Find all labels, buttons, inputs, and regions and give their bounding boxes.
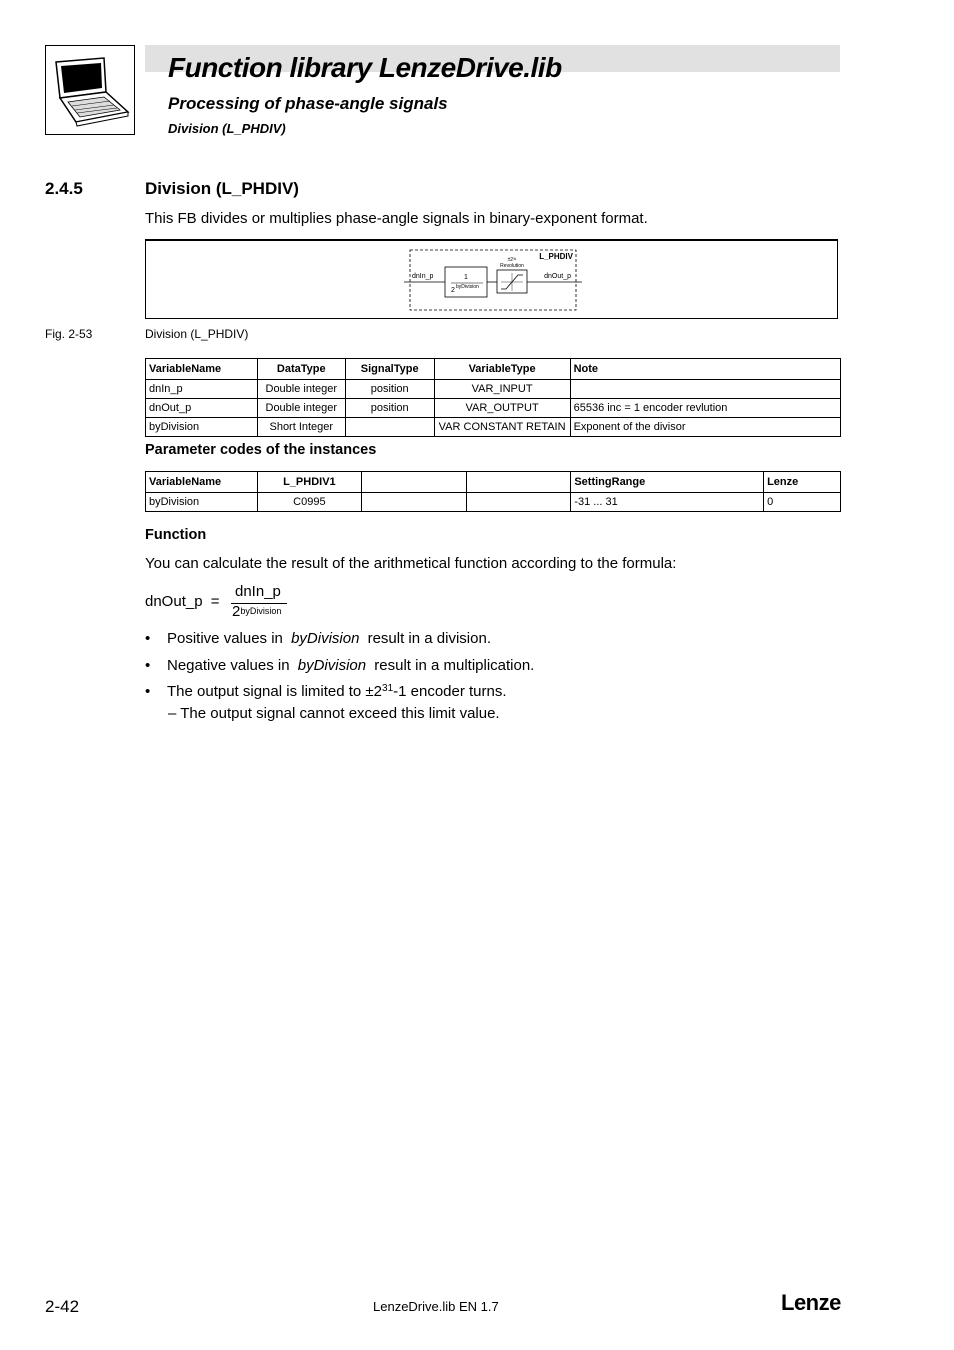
formula-equals: = bbox=[210, 593, 220, 610]
page-title: Function library LenzeDrive.lib bbox=[168, 52, 562, 83]
table-cell: C0995 bbox=[257, 493, 361, 512]
table-header-row bbox=[146, 359, 841, 380]
table-cell: VAR_INPUT bbox=[434, 380, 570, 399]
section-title: Division (L_PHDIV) bbox=[145, 179, 299, 198]
page-number: 2-42 bbox=[45, 1297, 80, 1316]
table-cell: VAR_OUTPUT bbox=[434, 399, 570, 418]
table-cell: 0 bbox=[764, 493, 841, 512]
parameter-codes-table bbox=[145, 471, 841, 512]
bullet-text: Positive values in bbox=[167, 630, 288, 647]
header-cell: VariableName bbox=[146, 472, 258, 493]
header-cell: L_PHDIV1 bbox=[257, 472, 361, 493]
limiter-label-top: ±2³¹ bbox=[507, 257, 517, 263]
header-cell: DataType bbox=[257, 359, 345, 380]
function-text: You can calculate the result of the arithmetical function according to the formula: bbox=[145, 555, 677, 572]
limiter-label-bottom: Revolution bbox=[500, 263, 524, 269]
intro-paragraph: This FB divides or multiplies phase-angle signals in binary-exponent format. bbox=[145, 210, 648, 227]
bullet-item: • Positive values in byDivision result in a division. bbox=[145, 630, 491, 647]
parameter-codes-heading: Parameter codes of the instances bbox=[145, 442, 377, 458]
bullet-text: Negative values in bbox=[167, 657, 294, 674]
block-name: L_PHDIV bbox=[539, 252, 573, 261]
formula-output-var: dnOut_p bbox=[145, 593, 203, 610]
chapter-subtitle: Processing of phase-angle signals bbox=[168, 94, 448, 113]
function-heading: Function bbox=[145, 527, 207, 543]
table-cell: position bbox=[345, 399, 434, 418]
input-label: dnIn_p bbox=[412, 273, 434, 280]
section-subtitle: Division (L_PHDIV) bbox=[168, 121, 286, 136]
table-cell: Short Integer bbox=[257, 418, 345, 437]
formula-den-base: 2 bbox=[232, 603, 241, 620]
table-cell bbox=[466, 493, 571, 512]
figure-caption: Division (L_PHDIV) bbox=[145, 327, 249, 341]
header-cell bbox=[466, 472, 571, 493]
table-row bbox=[146, 399, 841, 418]
table-cell: -31 ... 31 bbox=[571, 493, 764, 512]
header-cell: VariableType bbox=[434, 359, 570, 380]
table-cell: VAR CONSTANT RETAIN bbox=[434, 418, 570, 437]
table-cell: dnOut_p bbox=[146, 399, 258, 418]
laptop-icon bbox=[45, 45, 135, 135]
table-cell: 65536 inc = 1 encoder revlution bbox=[570, 399, 840, 418]
section-number: 2.4.5 bbox=[45, 179, 83, 198]
bullet-emphasis: byDivision bbox=[297, 657, 367, 674]
table-cell: Double integer bbox=[257, 380, 345, 399]
figure-frame bbox=[145, 239, 838, 319]
variables-table bbox=[145, 358, 841, 437]
divider-base: 2 bbox=[451, 287, 455, 294]
bullet-text: result in a multiplication. bbox=[370, 657, 535, 674]
document-id: LenzeDrive.lib EN 1.7 bbox=[373, 1299, 499, 1314]
header-cell: VariableName bbox=[146, 359, 258, 380]
formula-den-exponent: byDivision bbox=[240, 606, 282, 616]
table-cell: byDivision bbox=[146, 493, 258, 512]
table-cell: dnIn_p bbox=[146, 380, 258, 399]
table-cell bbox=[361, 493, 466, 512]
formula-numerator: dnIn_p bbox=[235, 583, 281, 600]
bullet-text: -1 encoder turns. bbox=[393, 683, 507, 700]
table-cell bbox=[570, 380, 840, 399]
figure-label: Fig. 2-53 bbox=[45, 327, 93, 341]
bullet-item: • Negative values in byDivision result in a multiplication. bbox=[145, 657, 535, 674]
header-cell bbox=[361, 472, 466, 493]
bullet-text: The output signal is limited to ±2 bbox=[167, 683, 383, 700]
formula-lhs bbox=[145, 593, 219, 610]
brand-logo: Lenze bbox=[781, 1290, 841, 1315]
divider-numerator: 1 bbox=[464, 274, 468, 281]
header-cell: Note bbox=[570, 359, 840, 380]
table-row bbox=[146, 418, 841, 437]
header-cell: Lenze bbox=[764, 472, 841, 493]
table-cell: byDivision bbox=[146, 418, 258, 437]
output-label: dnOut_p bbox=[544, 273, 571, 280]
header-cell: SettingRange bbox=[571, 472, 764, 493]
bullet-text: result in a division. bbox=[363, 630, 491, 647]
table-cell: Double integer bbox=[257, 399, 345, 418]
bullet-emphasis: byDivision bbox=[291, 630, 360, 647]
table-cell: Exponent of the divisor bbox=[570, 418, 840, 437]
table-cell bbox=[345, 418, 434, 437]
function-block-diagram bbox=[146, 241, 837, 318]
bullet-superscript: 31 bbox=[382, 683, 394, 694]
divider-exponent: byDivision bbox=[456, 284, 479, 290]
formula-denominator bbox=[232, 603, 281, 620]
bullet-item: • The output signal is limited to $\pm 2^{31}-1$ encoder turns. bbox=[145, 683, 507, 700]
table-row bbox=[146, 380, 841, 399]
table-cell: position bbox=[345, 380, 434, 399]
sub-bullet: – The output signal cannot exceed this limit value. bbox=[168, 705, 500, 722]
header-cell: SignalType bbox=[345, 359, 434, 380]
table-row bbox=[146, 493, 841, 512]
table-header-row bbox=[146, 472, 841, 493]
